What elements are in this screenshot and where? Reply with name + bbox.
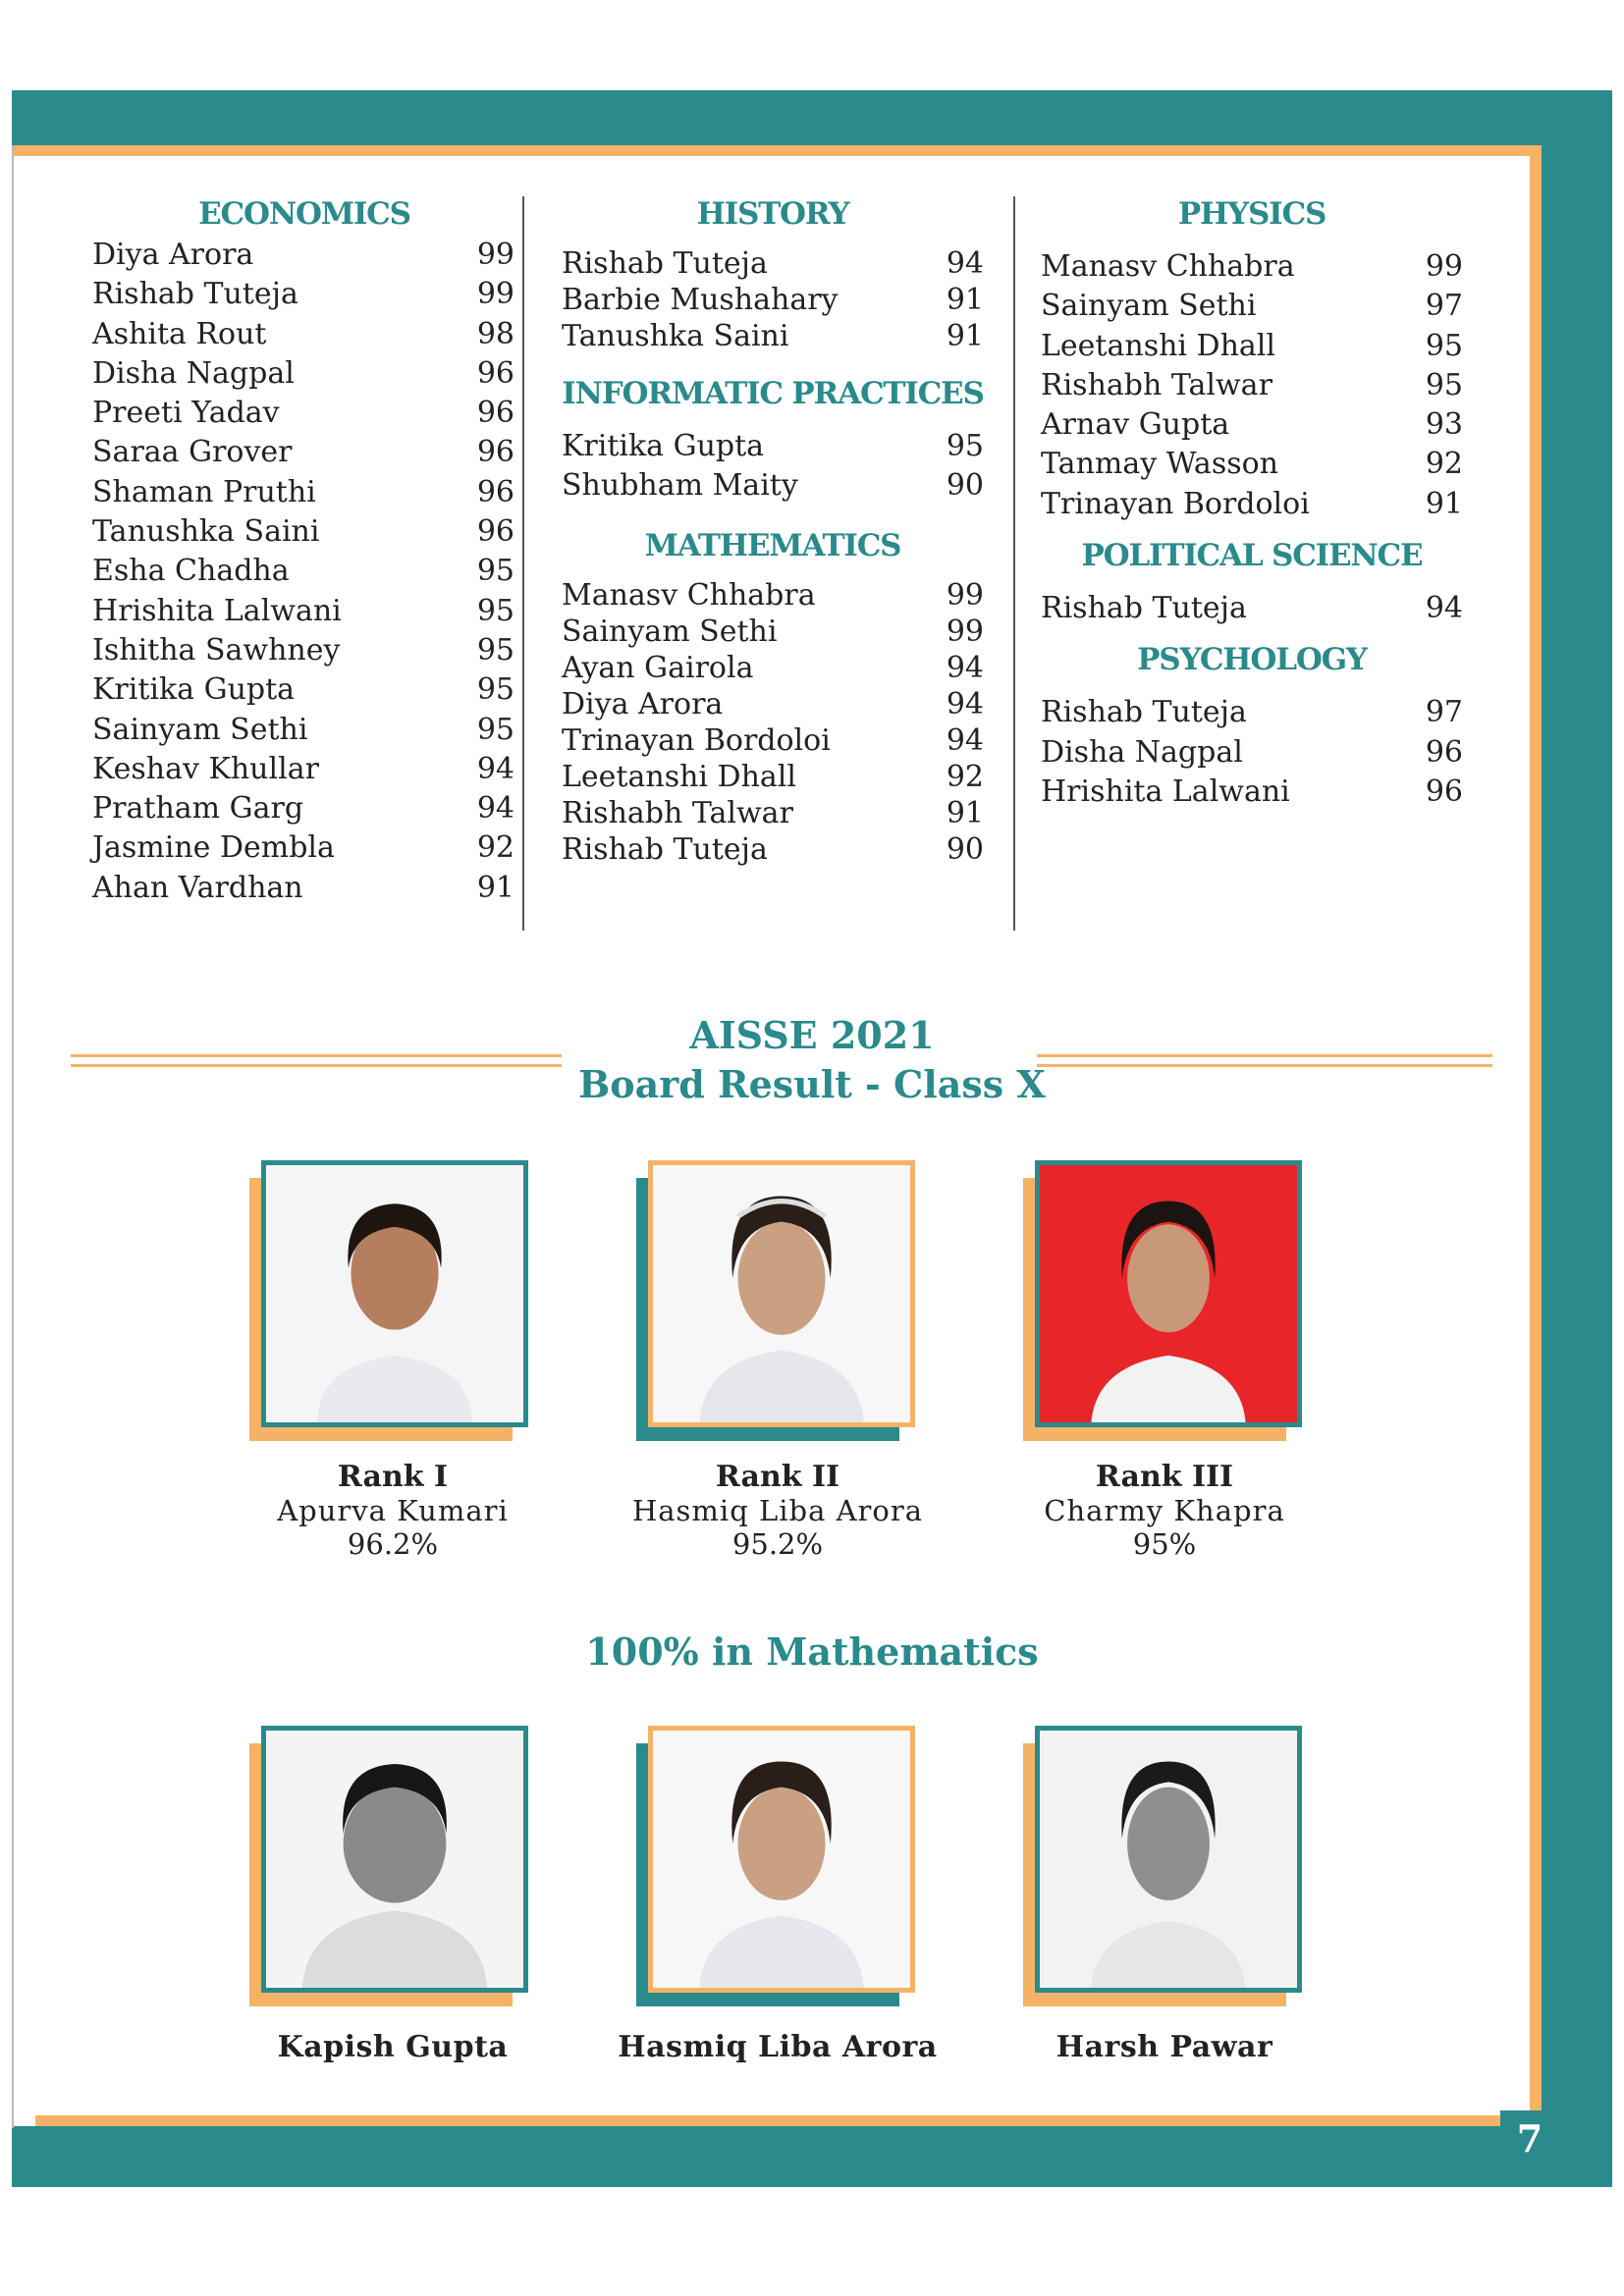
result-row xyxy=(92,552,514,591)
student-name: Ahan Vardhan xyxy=(92,870,303,905)
subject-title-mathematics: MATHEMATICS xyxy=(644,527,901,563)
student-score: 96 xyxy=(476,474,514,509)
result-row xyxy=(562,795,984,831)
result-row xyxy=(92,592,514,631)
student-score: 91 xyxy=(946,283,984,317)
student-name: Ayan Gairola xyxy=(562,650,754,685)
student-name: Keshav Khullar xyxy=(92,751,319,786)
result-row xyxy=(92,275,514,314)
student-name: Arnav Gupta xyxy=(1041,407,1230,443)
student-score: 99 xyxy=(476,277,514,312)
student-name: Sainyam Sethi xyxy=(1041,289,1257,324)
result-row xyxy=(1041,445,1463,484)
middle-column xyxy=(562,196,984,868)
result-row xyxy=(92,315,514,354)
student-score: 96 xyxy=(1425,734,1463,770)
student-score: 94 xyxy=(476,791,514,827)
student-score: 90 xyxy=(946,831,984,867)
student-score: 94 xyxy=(946,686,984,721)
result-row xyxy=(562,282,984,318)
student-name: Sainyam Sethi xyxy=(562,614,778,649)
topper-photo-3 xyxy=(1035,1160,1302,1427)
student-score: 96 xyxy=(476,355,514,391)
result-row xyxy=(92,711,514,750)
student-score: 99 xyxy=(1425,249,1463,284)
result-row xyxy=(1041,287,1463,326)
political-science-list xyxy=(1041,589,1463,628)
student-name: Manasv Chhabra xyxy=(562,577,816,613)
student-name: Diya Arora xyxy=(92,238,254,272)
student-name: Disha Nagpal xyxy=(92,355,295,391)
maths-photo-1 xyxy=(261,1726,528,1993)
economics-column xyxy=(92,196,514,908)
maths-photo-3 xyxy=(1035,1726,1302,1993)
student-score: 99 xyxy=(946,614,984,649)
portrait-icon xyxy=(266,1165,523,1422)
topper-name: Charmy Khapra xyxy=(1044,1494,1285,1527)
mathematics-list xyxy=(562,577,984,868)
student-name: Disha Nagpal xyxy=(1041,734,1243,770)
result-row xyxy=(1041,366,1463,405)
student-name: Jasmine Dembla xyxy=(92,830,335,866)
student-name: Rishabh Talwar xyxy=(562,795,793,830)
student-score: 96 xyxy=(476,514,514,550)
student-score: 95 xyxy=(476,554,514,589)
student-score: 94 xyxy=(946,722,984,758)
student-name: Rishab Tuteja xyxy=(562,831,768,867)
student-score: 96 xyxy=(1425,774,1463,809)
student-score: 95 xyxy=(1425,328,1463,363)
result-row xyxy=(562,686,984,722)
student-score: 94 xyxy=(946,650,984,685)
result-row xyxy=(562,614,984,650)
student-name: Shaman Pruthi xyxy=(92,474,316,509)
subject-title-political-science: POLITICAL SCIENCE xyxy=(1081,538,1423,574)
topper-name: Hasmiq Liba Arora xyxy=(631,1494,924,1527)
student-score: 94 xyxy=(1425,591,1463,626)
student-name: Rishab Tuteja xyxy=(92,277,298,312)
student-score: 92 xyxy=(946,759,984,794)
result-row xyxy=(562,245,984,282)
result-row xyxy=(92,512,514,552)
student-name: Leetanshi Dhall xyxy=(1041,328,1275,363)
result-row xyxy=(1041,327,1463,366)
student-score: 98 xyxy=(476,316,514,351)
student-name: Diya Arora xyxy=(562,686,724,721)
student-score: 91 xyxy=(946,795,984,830)
subject-title-informatic-practices: INFORMATIC PRACTICES xyxy=(562,376,984,411)
student-name: Tanushka Saini xyxy=(92,514,320,550)
student-name: Kritika Gupta xyxy=(562,429,765,463)
portrait-icon xyxy=(653,1165,910,1422)
result-row xyxy=(562,466,984,506)
topper-name: Apurva Kumari xyxy=(277,1494,509,1527)
student-score: 94 xyxy=(946,246,984,281)
result-row xyxy=(562,759,984,795)
student-score: 95 xyxy=(946,429,984,463)
result-row xyxy=(562,722,984,759)
result-row xyxy=(92,789,514,828)
student-score: 96 xyxy=(476,396,514,431)
topper-caption-3 xyxy=(1007,1461,1322,1561)
result-row xyxy=(562,831,984,868)
student-score: 91 xyxy=(1425,486,1463,521)
student-name: Esha Chadha xyxy=(92,554,290,589)
portrait-icon xyxy=(1040,1731,1297,1988)
student-name: Hrishita Lalwani xyxy=(1041,774,1290,809)
result-row xyxy=(1041,247,1463,287)
student-name: Rishab Tuteja xyxy=(1041,591,1247,626)
topper-rank: Rank I xyxy=(337,1460,449,1494)
top-orange-band xyxy=(12,145,1542,156)
topper-rank: Rank II xyxy=(715,1460,840,1494)
student-name: Tanmay Wasson xyxy=(1041,447,1278,482)
result-row xyxy=(92,433,514,472)
physics-list xyxy=(1041,247,1463,524)
psychology-list xyxy=(1041,693,1463,812)
maths-photo-2 xyxy=(648,1726,915,1993)
subject-title-economics: ECONOMICS xyxy=(198,196,410,232)
result-row xyxy=(1041,485,1463,524)
topper-photo-1 xyxy=(261,1160,528,1427)
student-score: 95 xyxy=(1425,367,1463,402)
result-row xyxy=(562,427,984,466)
student-name: Kritika Gupta xyxy=(92,672,296,708)
subject-title-psychology: PSYCHOLOGY xyxy=(1137,642,1367,678)
column-divider xyxy=(522,196,524,931)
student-name: Saraa Grover xyxy=(92,435,293,470)
student-score: 96 xyxy=(476,435,514,470)
student-score: 95 xyxy=(476,672,514,708)
result-row xyxy=(92,394,514,433)
portrait-icon xyxy=(1040,1165,1297,1422)
result-row xyxy=(1041,589,1463,628)
subject-title-physics: PHYSICS xyxy=(1177,196,1326,232)
student-score: 97 xyxy=(1425,289,1463,324)
student-score: 91 xyxy=(946,319,984,353)
result-row xyxy=(1041,733,1463,773)
bottom-orange-band xyxy=(35,2115,1542,2126)
result-row xyxy=(562,577,984,614)
student-score: 92 xyxy=(1425,447,1463,482)
student-score: 91 xyxy=(476,870,514,905)
student-score: 95 xyxy=(476,712,514,747)
topper-rank: Rank III xyxy=(1095,1460,1234,1494)
student-name: Pratham Garg xyxy=(92,791,304,827)
result-row xyxy=(92,750,514,789)
student-score: 97 xyxy=(1425,695,1463,730)
economics-list xyxy=(92,236,514,908)
student-name: Rishab Tuteja xyxy=(1041,695,1247,730)
result-row xyxy=(92,631,514,670)
student-score: 99 xyxy=(476,238,514,272)
student-score: 95 xyxy=(476,593,514,628)
student-name: Ishitha Sawhney xyxy=(92,632,341,667)
subject-title-history: HISTORY xyxy=(696,196,849,232)
column-divider xyxy=(1013,196,1015,931)
student-name: Leetanshi Dhall xyxy=(562,759,796,794)
student-score: 92 xyxy=(476,830,514,866)
left-margin-line xyxy=(12,145,14,2128)
right-teal-band xyxy=(1542,145,1612,2187)
right-column xyxy=(1041,196,1463,812)
student-score: 93 xyxy=(1425,407,1463,443)
right-orange-band xyxy=(1530,145,1542,2118)
result-row xyxy=(562,650,984,686)
result-row xyxy=(1041,773,1463,812)
student-name: Rishabh Talwar xyxy=(1041,367,1272,402)
student-name: Shubham Maity xyxy=(562,468,798,504)
topper-percent: 95.2% xyxy=(731,1527,824,1561)
result-row xyxy=(92,354,514,394)
student-name: Sainyam Sethi xyxy=(92,712,308,747)
student-score: 99 xyxy=(946,577,984,613)
result-row xyxy=(92,473,514,512)
student-name: Ashita Rout xyxy=(92,316,267,351)
history-list xyxy=(562,245,984,354)
maths-student-name: Harsh Pawar xyxy=(1056,2030,1273,2064)
bottom-teal-band xyxy=(12,2126,1612,2187)
result-row xyxy=(562,318,984,354)
topper-percent: 95% xyxy=(1132,1527,1197,1561)
page-number: 7 xyxy=(1500,2110,1559,2165)
student-score: 90 xyxy=(946,468,984,504)
student-name: Manasv Chhabra xyxy=(1041,249,1295,284)
student-score: 94 xyxy=(476,751,514,786)
result-row xyxy=(1041,405,1463,445)
result-row xyxy=(92,869,514,908)
board-result-heading-class: Board Result - Class X xyxy=(578,1062,1046,1106)
student-name: Barbie Mushahary xyxy=(562,283,839,317)
maths-section-heading: 100% in Mathematics xyxy=(585,1629,1039,1674)
result-row xyxy=(92,670,514,710)
student-name: Rishab Tuteja xyxy=(562,246,768,281)
portrait-icon xyxy=(653,1731,910,1988)
student-name: Trinayan Bordoloi xyxy=(1041,486,1310,521)
student-name: Trinayan Bordoloi xyxy=(562,722,831,758)
maths-student-name: Kapish Gupta xyxy=(277,2030,509,2064)
student-name: Hrishita Lalwani xyxy=(92,593,342,628)
board-result-heading-year: AISSE 2021 xyxy=(689,1013,935,1057)
topper-caption-2 xyxy=(621,1461,935,1561)
topper-caption-1 xyxy=(236,1461,550,1561)
result-row xyxy=(1041,693,1463,732)
informatic-practices-list xyxy=(562,427,984,507)
topper-percent: 96.2% xyxy=(347,1527,439,1561)
portrait-icon xyxy=(266,1731,523,1988)
result-row xyxy=(92,828,514,868)
student-name: Tanushka Saini xyxy=(562,319,789,353)
maths-student-name: Hasmiq Liba Arora xyxy=(618,2030,938,2064)
student-name: Preeti Yadav xyxy=(92,396,280,431)
result-row xyxy=(92,236,514,275)
topper-photo-2 xyxy=(648,1160,915,1427)
student-score: 95 xyxy=(476,632,514,667)
top-teal-band xyxy=(12,90,1612,145)
